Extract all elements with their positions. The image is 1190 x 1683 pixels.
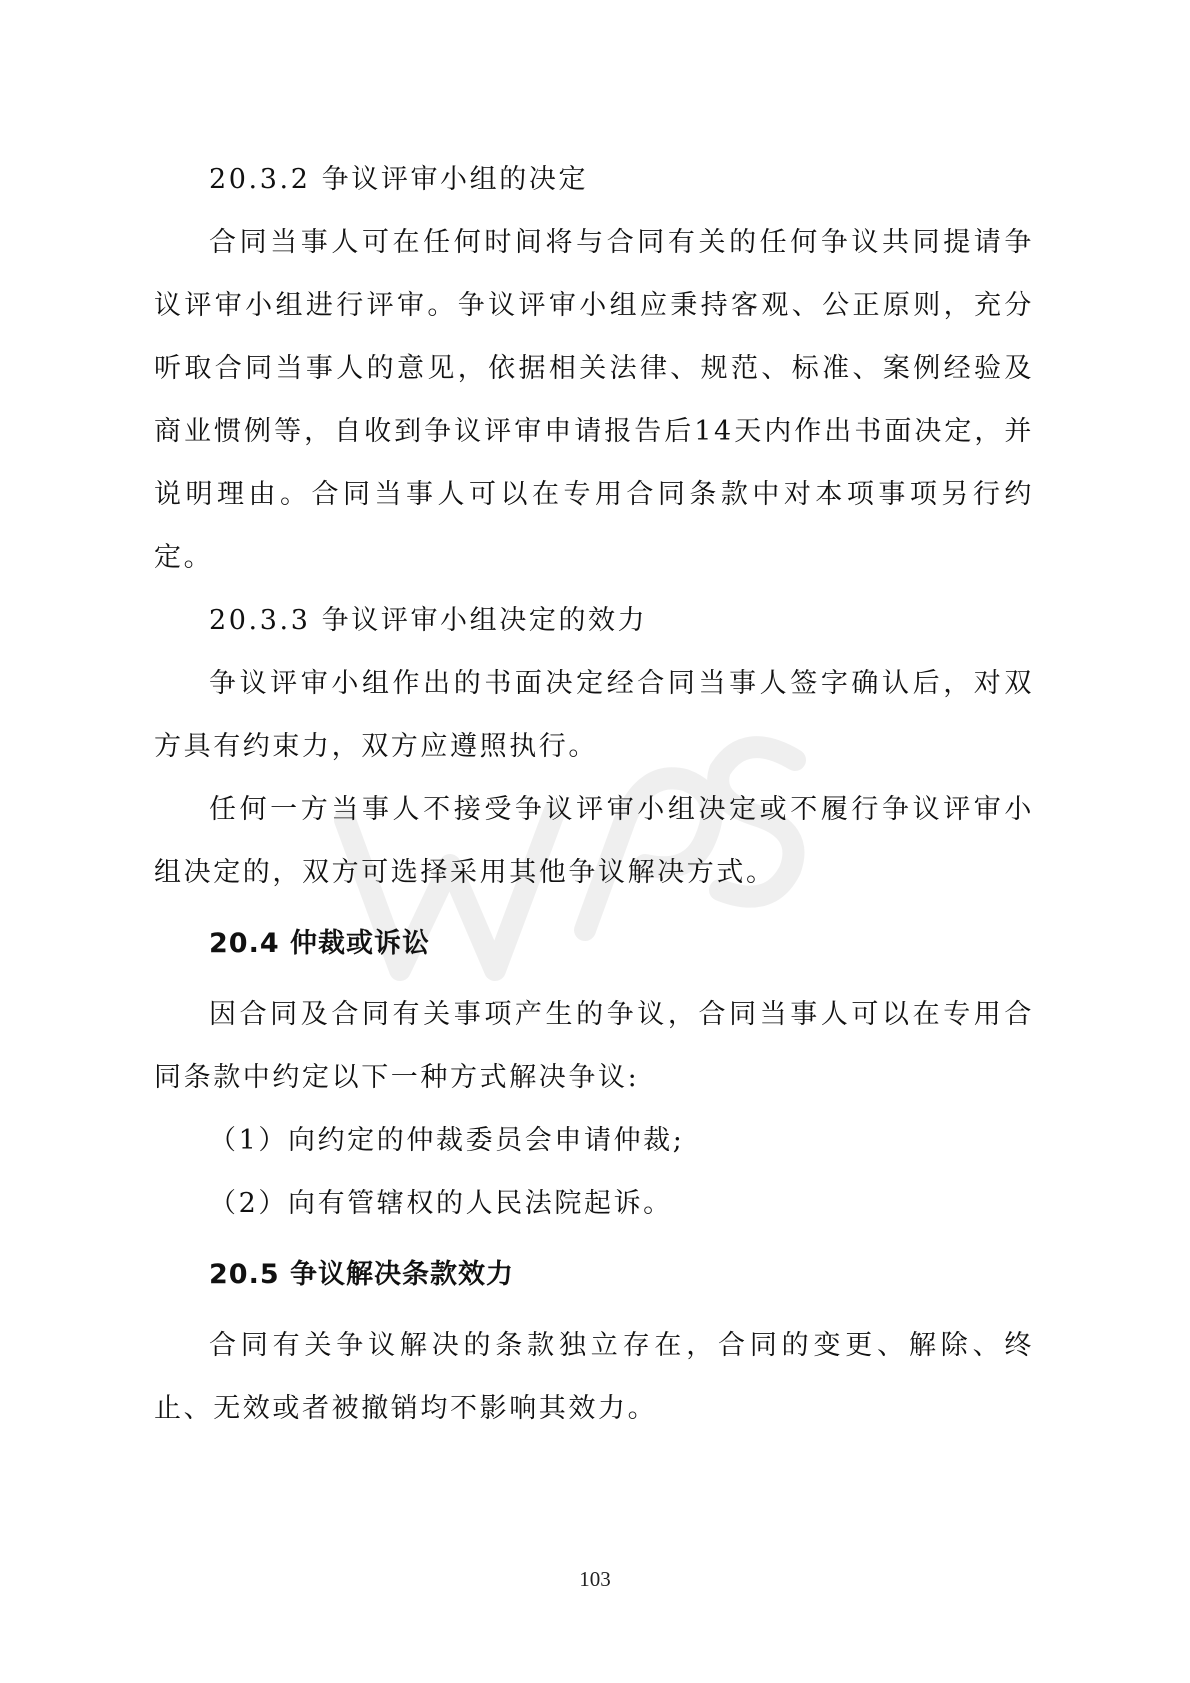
list-item: （1）向约定的仲裁委员会申请仲裁;	[209, 1125, 685, 1156]
list-item: （2）向有管辖权的人民法院起诉。	[209, 1188, 673, 1219]
section-heading-20-3-2: 20.3.2 争议评审小组的决定	[209, 164, 589, 195]
document-body	[154, 148, 1034, 1440]
section-heading-20-5: 20.5 争议解决条款效力	[209, 1259, 515, 1290]
paragraph: 因合同及合同有关事项产生的争议，合同当事人可以在专用合同条款中约定以下一种方式解决争议:	[154, 999, 1034, 1093]
paragraph: 合同有关争议解决的条款独立存在，合同的变更、解除、终止、无效或者被撤销均不影响其效力。	[154, 1330, 1034, 1424]
page-number: 103	[579, 1567, 611, 1591]
paragraph: 任何一方当事人不接受争议评审小组决定或不履行争议评审小组决定的，双方可选择采用其他争议解决方式。	[154, 794, 1034, 888]
section-heading-20-4: 20.4 仲裁或诉讼	[209, 928, 431, 959]
watermark-text: WPS	[573, 985, 577, 986]
section-heading-20-3-3: 20.3.3 争议评审小组决定的效力	[209, 605, 648, 636]
paragraph: 合同当事人可在任何时间将与合同有关的任何争议共同提请争议评审小组进行评审。争议评审小组应秉持客观、公正原则，充分听取合同当事人的意见，依据相关法律、规范、标准、案例经验及商业惯例等，自收到争议评审申请报告后14天内作出书面决定，并说明理由。合同当事人可以在专用合同条款中对本项事项另行约定。	[154, 227, 1034, 573]
paragraph: 争议评审小组作出的书面决定经合同当事人签字确认后，对双方具有约束力，双方应遵照执行。	[154, 668, 1034, 762]
